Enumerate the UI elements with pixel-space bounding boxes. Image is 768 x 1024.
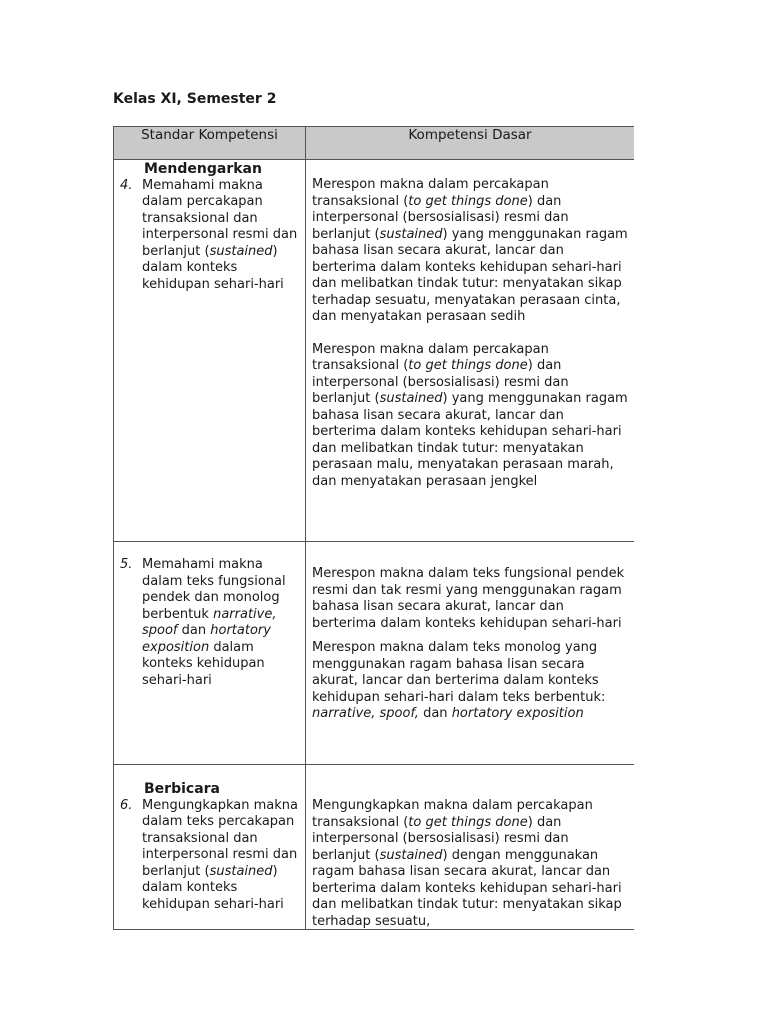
table-row — [114, 765, 635, 931]
header-standar-kompetensi: Standar Kompetensi — [114, 127, 306, 160]
kompetensi-dasar-cell — [306, 160, 635, 542]
table-header-row — [114, 127, 635, 160]
sk-text: Mengungkapkan makna dalam teks percakapan transaksional dan interpersonal resmi dan berlanjut (sustained) dalam konteks kehidupan sehari-hari — [142, 797, 298, 912]
table-row — [114, 160, 635, 542]
table-row — [114, 542, 635, 765]
sk-number: 5. — [120, 557, 133, 572]
sk-item — [120, 557, 301, 689]
standar-kompetensi-cell — [114, 160, 306, 542]
sk-text: Memahami makna dalam teks fungsional pendek dan monolog berbentuk narrative, spoof dan hortatory exposition dalam konteks kehidupan sehari-hari — [142, 557, 286, 688]
kd-paragraph: Mengungkapkan makna dalam percakapan transaksional (to get things done) dan interpersonal (bersosialisasi) resmi dan berlanjut (sustained) dengan menggunakan ragam bahasa lisan secara akurat, lancar dan berterima dalam konteks kehidupan sehari-hari dan melibatkan tindak tutur: menyatakan sikap terhadap sesuatu, — [312, 798, 622, 929]
standar-kompetensi-cell — [114, 765, 306, 931]
sk-item — [120, 178, 301, 294]
kompetensi-dasar-cell — [306, 542, 635, 765]
competency-table — [113, 126, 634, 930]
page-heading: Kelas XI, Semester 2 — [113, 91, 277, 107]
kompetensi-dasar-cell — [306, 765, 635, 931]
sk-number: 6. — [120, 797, 133, 813]
kd-paragraph: Merespon makna dalam percakapan transaksional (to get things done) dan interpersonal (bersosialisasi) resmi dan berlanjut (sustained) yang menggunakan ragam bahasa lisan secara akurat, lancar dan berterima dalam konteks kehidupan sehari-hari dan melibatkan tindak tutur: menyatakan perasaan malu, menyatakan perasaan marah, dan menyatakan perasaan jengkel — [312, 341, 628, 489]
competency-table-wrapper — [113, 126, 634, 930]
section-title-mendengarkan: Mendengarkan — [144, 161, 262, 177]
sk-number: 4. — [120, 177, 133, 193]
sk-item — [120, 798, 301, 914]
kd-paragraph: Merespon makna dalam percakapan transaksional (to get things done) dan interpersonal (bersosialisasi) resmi dan berlanjut (sustained) yang menggunakan ragam bahasa lisan secara akurat, lancar dan berterima dalam konteks kehidupan sehari-hari dan melibatkan tindak tutur: menyatakan sikap terhadap sesuatu, menyatakan perasaan cinta, dan menyatakan perasaan sedih — [312, 177, 628, 324]
standar-kompetensi-cell — [114, 542, 306, 765]
kd-paragraph: Merespon makna dalam teks monolog yang menggunakan ragam bahasa lisan secara akurat, lancar dan berterima dalam konteks kehidupan sehari-hari dalam teks berbentuk: narrative, spoof, dan hortatory exposition — [312, 640, 606, 721]
header-kompetensi-dasar: Kompetensi Dasar — [306, 127, 635, 160]
sk-text: Memahami makna dalam percakapan transaksional dan interpersonal resmi dan berlanjut (sustained) dalam konteks kehidupan sehari-hari — [142, 177, 298, 292]
section-title-berbicara: Berbicara — [144, 781, 220, 797]
kd-paragraph: Merespon makna dalam teks fungsional pendek resmi dan tak resmi yang menggunakan ragam bahasa lisan secara akurat, lancar dan berterima dalam konteks kehidupan sehari-hari — [312, 566, 625, 631]
